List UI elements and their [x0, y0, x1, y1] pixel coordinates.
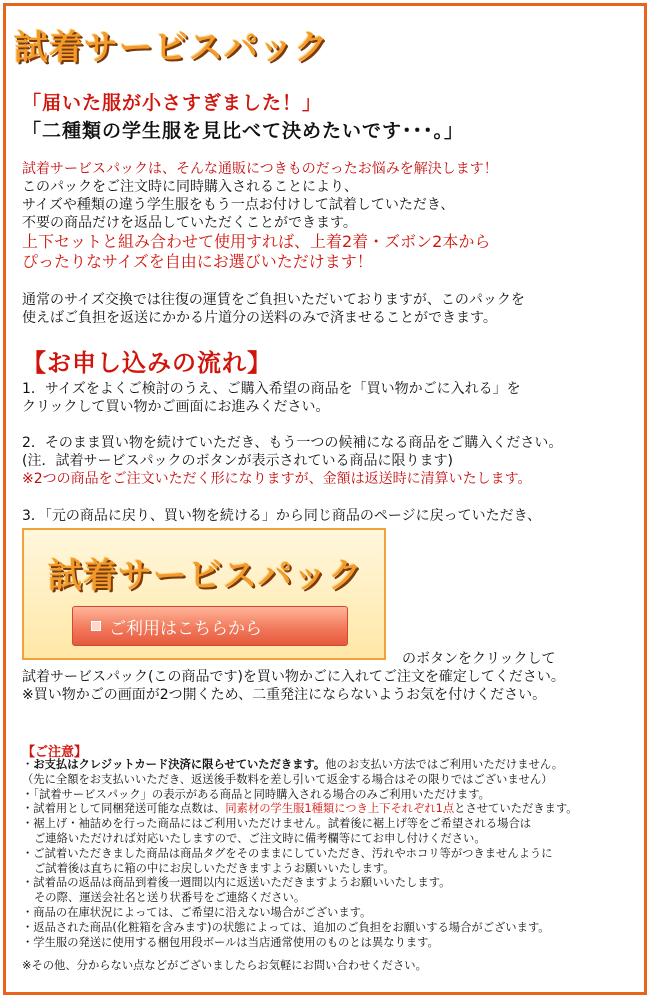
notes-title: 【ご注意】: [22, 745, 88, 760]
footer-text: ※その他、分からない点などがございましたらお気軽にお問い合わせください。: [22, 959, 427, 972]
note-text: ・: [22, 758, 34, 771]
note-text: 同素材の学生服1種類につき上下それぞれ1点: [225, 802, 455, 816]
note-text: ・商品の在庫状況によっては、ご希望に沿えない場合がございます。: [22, 905, 372, 919]
intro-lead: 試着サービスパックは、そんな通販につきものだったお悩みを解決します！: [22, 161, 498, 177]
note-text: とさせていただきます。: [454, 802, 578, 816]
flow-step-2-note: ※2つの商品をご注文いただく形になりますが、金額は返送時に清算いたします。: [22, 471, 532, 487]
intro-line: このパックをご注文時に同時購入されることにより、: [22, 179, 358, 195]
service-pack-logo: 試着サービスパック: [14, 28, 329, 68]
intro-highlight: 上下セットと組み合わせて使用すれば、上着2着・ズボン2本から: [22, 232, 491, 251]
note-text: ご試着後は直ちに箱の中にお戻しいただきますようお願いいたします。: [34, 861, 395, 875]
flow-title: 【お申し込みの流れ】: [22, 349, 272, 377]
intro-line: サイズや種類の違う学生服をもう一点お付けして試着していただき、: [22, 197, 455, 213]
intro-line: 不要の商品だけを返品していただくことができます。: [22, 215, 357, 231]
note-text: ご連絡いただければ対応いたしますので、ご注文時に備考欄等にてお申し付けください。: [34, 831, 486, 845]
intro-highlight: ぴったりなサイズを自由にお選びいただけます！: [22, 252, 373, 271]
after-banner-text: のボタンをクリックして: [402, 651, 556, 667]
flow-step-1: 1．サイズをよくご検討のうえ、ご購入希望の商品を「買い物かごに入れる」を: [22, 381, 521, 397]
note-line: [22, 788, 578, 803]
flow-step-3: 試着サービスパック(この商品です)を買い物かごに入れてご注文を確定してください。: [22, 669, 565, 685]
note-line: [22, 758, 578, 773]
service-pack-banner: [22, 528, 386, 660]
headline-too-small: 「届いた服が小さすぎました！」: [22, 92, 323, 114]
note-text: 他のお支払い方法ではご利用いただけません。: [325, 758, 564, 771]
flow-step-1: クリックして買い物かご画面にお進みください。: [22, 399, 330, 415]
note-line: [22, 817, 578, 832]
note-line: [22, 876, 578, 891]
note-line: [22, 891, 578, 906]
flow-step-3-note: ※買い物かごの画面が2つ開くため、二重発注にならないようお気を付けください。: [22, 687, 547, 703]
note-text: ・裾上げ・袖詰めを行った商品にはご利用いただけません。試着後に裾上げ等をご希望される場合は: [22, 817, 532, 831]
note-line: [22, 802, 578, 817]
note-text: ・「試着サービスパック」の表示がある商品と同時購入される場合のみご利用いただけます。: [22, 787, 490, 801]
note-text: ・試着品の返品は商品到着後一週間以内に返送いただきますようお願いいたします。: [22, 876, 451, 890]
flow-step-2: 2．そのまま買い物を続けていただき、もう一つの候補になる商品をご購入ください。: [22, 435, 563, 451]
square-bullet-icon: [91, 621, 101, 631]
notes-list: [22, 758, 578, 950]
note-text: その際、運送会社名と送り状番号をご連絡ください。: [34, 891, 306, 905]
use-service-button-label: ご利用はこちらから: [109, 618, 262, 639]
note-line: [22, 936, 578, 951]
flow-step-3: 3．「元の商品に戻り、買い物を続ける」から同じ商品のページに戻っていただき、: [22, 508, 542, 524]
note-line: [22, 847, 578, 862]
note-text: ・返品された商品(化粧箱を含みます)の状態によっては、追加のご負担をお願いする場合がございます。: [22, 920, 550, 934]
note-text: ・試着用として同梱発送可能な点数は、: [22, 802, 226, 816]
flow-step-2: (注．試着サービスパックのボタンが表示されている商品に限ります): [22, 453, 453, 469]
note-line: [22, 773, 578, 788]
note-line: [22, 832, 578, 847]
use-service-button[interactable]: [72, 606, 348, 646]
note-line: [22, 906, 578, 921]
banner-logo: 試着サービスパック: [48, 556, 363, 596]
note-text: （先に全額をお支払いいただき、返送後手数料を差し引いて返金する場合はその限りではございません）: [22, 772, 553, 786]
note-line: [22, 921, 578, 936]
headline-compare: 「二種類の学生服を見比べて決めたいです･･･。」: [22, 120, 465, 142]
note-text: ・ご試着いただきました商品は商品タグをそのままにしていただき、汚れやホコリ等がつきませんように: [22, 846, 553, 860]
note-text: ・学生服の発送に使用する梱包用段ボールは当店通常使用のものとは異なります。: [22, 935, 439, 949]
shipping-text: 通常のサイズ交換では往復の運賃をご負担いただいておりますが、このパックを: [22, 292, 525, 308]
note-text: お支払はクレジットカード決済に限らせていただきます。: [33, 758, 326, 771]
shipping-text: 使えばご負担を返送にかかる片道分の送料のみで済ませることができます。: [22, 310, 497, 326]
note-line: [22, 862, 578, 877]
